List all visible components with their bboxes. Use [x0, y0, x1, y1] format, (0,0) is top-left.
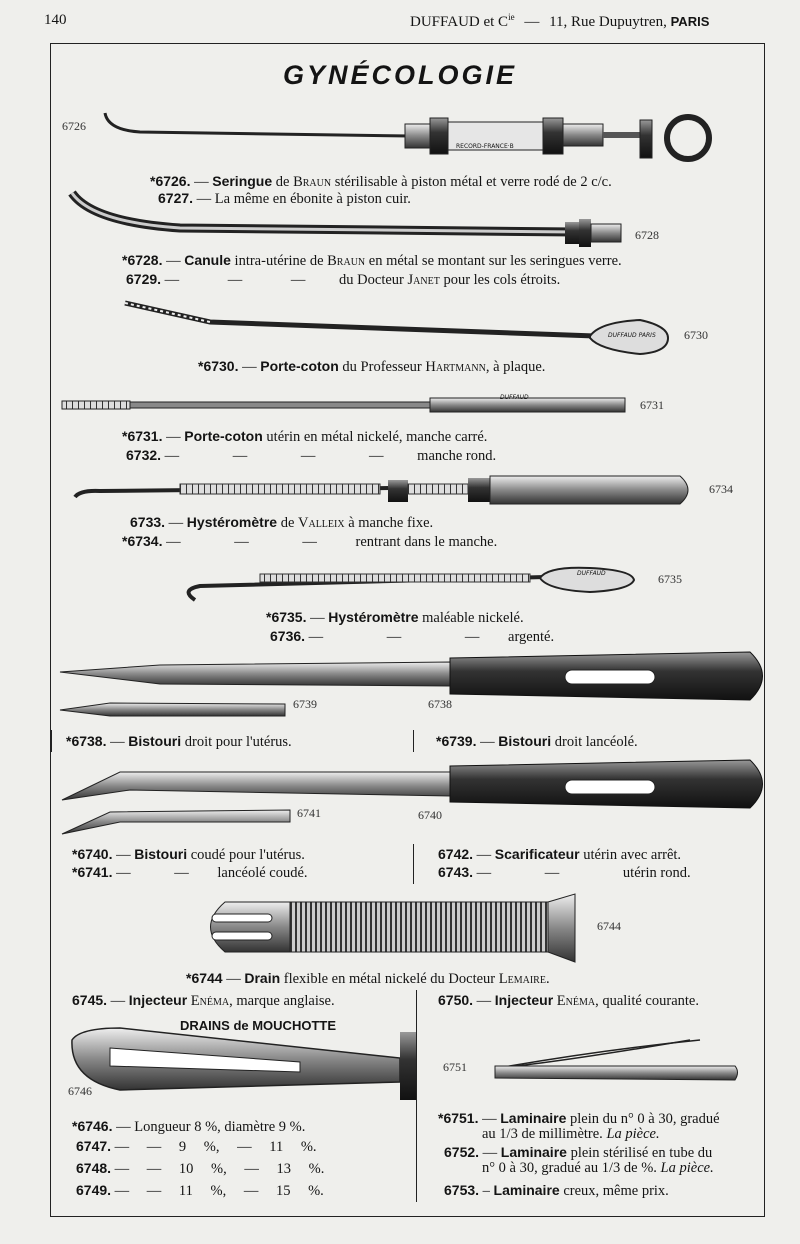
text-run: — —: [116, 865, 189, 881]
text-run: 6736.: [270, 628, 306, 644]
text-run: Hystéromètre: [186, 514, 278, 530]
entry-6735: [266, 609, 524, 627]
text-run: *6744: [186, 970, 223, 986]
text-run: — — —: [308, 629, 480, 645]
entry-6731: [122, 428, 487, 446]
text-run: — — — —: [164, 448, 384, 464]
figure-number: 6728: [635, 228, 659, 242]
text-run: marque anglaise.: [236, 993, 335, 1009]
entry-6746: [72, 1118, 305, 1136]
entry-6733: [130, 514, 433, 532]
figure-number: 6738: [428, 697, 452, 711]
entry-6730: [198, 358, 545, 376]
text-run: de: [275, 174, 290, 190]
text-run: Injecteur: [128, 992, 188, 1008]
text-run: stérilisable à piston métal et verre rodé de 2 c/c.: [334, 174, 612, 190]
text-run: 6747.: [76, 1138, 112, 1154]
text-run: —: [110, 993, 126, 1009]
text-run: 6753.: [444, 1182, 480, 1198]
figure-number: 6744: [597, 919, 621, 933]
text-run: 6752.: [444, 1144, 480, 1160]
entry-6732: [126, 447, 496, 465]
entry-6753: [444, 1182, 669, 1200]
text-run: —: [166, 253, 181, 269]
text-run: du Professeur: [342, 359, 422, 375]
text-run: de: [280, 515, 295, 531]
figure-number: 6746: [68, 1084, 92, 1098]
text-run: — — 9 %, — 11 %.: [114, 1139, 317, 1155]
text-run: du Docteur: [339, 272, 404, 288]
text-run: Laminaire: [500, 1110, 567, 1126]
text-run: maléable nickelé.: [422, 610, 524, 626]
text-run: manche rond.: [417, 448, 497, 464]
text-run: au 1/3 de millimètre.: [482, 1126, 603, 1142]
text-run: —: [226, 971, 241, 987]
text-run: — — —: [164, 272, 306, 288]
syringe-engraving: RECORD-FRANCE·B: [456, 143, 514, 150]
text-run: Enéma,: [190, 993, 233, 1009]
text-run: —: [476, 993, 492, 1009]
text-run: —: [116, 847, 131, 863]
text-run: Porte-coton: [260, 358, 339, 374]
entry-6742: [438, 846, 681, 864]
entry-6729: [126, 271, 560, 289]
text-run: — Longueur 8 %, diamètre 9 %.: [116, 1119, 306, 1135]
text-run: flexible en métal nickelé du Docteur: [283, 971, 496, 987]
text-run: — — —: [166, 534, 317, 550]
text-run: n° 0 à 30, gradué au 1/3 de %.: [482, 1160, 657, 1176]
text-run: La pièce.: [606, 1126, 660, 1142]
text-run: Braun: [293, 174, 332, 190]
entry-6738: [66, 733, 292, 751]
entry-6743: [438, 864, 691, 882]
text-run: *6730.: [198, 358, 239, 374]
text-run: utérin rond.: [622, 865, 691, 881]
text-run: —: [110, 734, 125, 750]
text-run: La pièce.: [660, 1160, 714, 1176]
syringe-illustration: [105, 113, 709, 159]
text-run: Seringue: [212, 173, 273, 189]
text-run: Enéma,: [556, 993, 599, 1009]
text-run: Bistouri: [498, 733, 552, 749]
figure-number: 6734: [709, 482, 733, 496]
text-run: Porte-coton: [184, 428, 263, 444]
entry-6750: [438, 992, 699, 1010]
text-run: lancéolé coudé.: [217, 865, 308, 881]
text-run: — — 11 %, — 15 %.: [114, 1183, 324, 1199]
entry-6747: [76, 1138, 317, 1156]
text-run: coudé pour l'utérus.: [190, 847, 305, 863]
entry-6726: [150, 173, 612, 191]
text-run: pour les cols étroits.: [443, 272, 561, 288]
text-run: Hartmann: [425, 359, 486, 375]
figure-number: 6726: [62, 119, 86, 133]
text-run: argenté.: [508, 629, 555, 645]
text-run: droit lancéolé.: [554, 734, 638, 750]
entry-6741: [72, 864, 308, 882]
text-run: Janet: [407, 272, 440, 288]
figure-number: 6735: [658, 572, 682, 586]
city: PARIS: [670, 14, 710, 29]
text-run: Lemaire.: [498, 971, 550, 987]
text-run: utérin avec arrêt.: [583, 847, 682, 863]
text-run: *6740.: [72, 846, 113, 862]
text-run: Bistouri: [128, 733, 182, 749]
text-run: —: [168, 515, 184, 531]
text-run: — —: [476, 865, 560, 881]
figure-number: 6741: [297, 806, 321, 820]
drains-heading: DRAINS de MOUCHOTTE: [180, 1018, 336, 1033]
angled-scalpel-illustration: [62, 760, 763, 834]
text-run: —: [482, 1145, 498, 1161]
entry-6752-line2: [482, 1160, 714, 1177]
address: 11, Rue Dupuytren,: [549, 14, 667, 30]
maker-mark-6730: DUFFAUD PARIS: [608, 332, 656, 339]
text-run: –: [482, 1183, 490, 1199]
text-run: 6742.: [438, 846, 474, 862]
text-run: *6726.: [150, 173, 191, 189]
text-run: Scarificateur: [494, 846, 580, 862]
text-run: , à plaque.: [485, 359, 546, 375]
text-run: droit pour l'utérus.: [184, 734, 292, 750]
laminaria-illustration: [495, 1040, 738, 1080]
entry-6749: [76, 1182, 324, 1200]
entry-6736: [270, 628, 554, 646]
text-run: Valleix: [298, 515, 345, 531]
page-title: GYNÉCOLOGIE: [282, 60, 518, 90]
maker-mark-6731: DUFFAUD: [500, 394, 529, 401]
text-run: — La même en ébonite à piston cuir.: [196, 191, 411, 207]
text-run: —: [310, 610, 325, 626]
text-run: —: [480, 734, 495, 750]
entry-6739: [436, 733, 638, 751]
figure-number: 6739: [293, 697, 317, 711]
text-run: rentrant dans le manche.: [355, 534, 498, 550]
text-run: — — 10 %, — 13 %.: [114, 1161, 325, 1177]
entry-6728: [122, 252, 622, 270]
text-run: 6732.: [126, 447, 162, 463]
maker-mark-6735: DUFFAUD: [577, 570, 606, 577]
flexible-drain-illustration: [211, 894, 576, 962]
text-run: 6743.: [438, 864, 474, 880]
entry-6744: [186, 970, 550, 988]
entry-6734: [122, 533, 497, 551]
text-run: *6734.: [122, 533, 163, 549]
text-run: *6728.: [122, 252, 163, 268]
text-run: *6731.: [122, 428, 163, 444]
text-run: Bistouri: [134, 846, 188, 862]
text-run: utérin en métal nickelé, manche carré.: [266, 429, 488, 445]
text-run: Braun: [327, 253, 366, 269]
column-separator: [416, 990, 417, 1202]
column-separator: [413, 730, 414, 752]
text-run: *6738.: [66, 733, 107, 749]
header-dash: —: [524, 14, 540, 30]
entry-6751-line2: [482, 1126, 660, 1143]
text-run: *6739.: [436, 733, 477, 749]
mouchotte-drain-illustration: [72, 1028, 416, 1100]
uterine-cotton-holder-illustration: [62, 398, 625, 412]
entry-6748: [76, 1160, 324, 1178]
text-run: —: [242, 359, 257, 375]
text-run: —: [482, 1111, 497, 1127]
text-run: Laminaire: [500, 1144, 567, 1160]
company-name: DUFFAUD et C: [410, 14, 509, 30]
text-run: creux, même prix.: [563, 1183, 669, 1199]
text-run: Injecteur: [494, 992, 554, 1008]
text-run: 6733.: [130, 514, 166, 530]
text-run: —: [194, 174, 209, 190]
text-run: à manche fixe.: [348, 515, 434, 531]
text-run: plein du n° 0 à 30, gradué: [570, 1111, 720, 1127]
text-run: plein stérilisé en tube du: [570, 1145, 713, 1161]
text-run: Hystéromètre: [328, 609, 419, 625]
entry-6727: [158, 190, 411, 208]
figure-number: 6730: [684, 328, 708, 342]
text-run: intra-utérine de: [234, 253, 324, 269]
text-run: *6741.: [72, 864, 113, 880]
column-separator: [51, 730, 52, 752]
text-run: qualité courante.: [602, 993, 699, 1009]
text-run: Laminaire: [493, 1182, 560, 1198]
text-run: *6746.: [72, 1118, 113, 1134]
text-run: *6751.: [438, 1110, 479, 1126]
entry-6745: [72, 992, 335, 1010]
text-run: Drain: [244, 970, 281, 986]
text-run: 6749.: [76, 1182, 112, 1198]
entry-6740: [72, 846, 305, 864]
text-run: 6748.: [76, 1160, 112, 1176]
text-run: —: [166, 429, 181, 445]
company-suffix: ie: [508, 12, 515, 22]
cotton-holder-illustration: [125, 303, 668, 354]
figure-number: 6751: [443, 1060, 467, 1074]
hysterometer-illustration: [75, 476, 688, 504]
text-run: 6729.: [126, 271, 162, 287]
straight-scalpel-illustration: [60, 652, 763, 716]
text-run: Canule: [184, 252, 231, 268]
text-run: *6735.: [266, 609, 307, 625]
text-run: —: [476, 847, 492, 863]
figure-number: 6731: [640, 398, 664, 412]
text-run: 6727.: [158, 190, 194, 206]
figure-number: 6740: [418, 808, 442, 822]
text-run: en métal se montant sur les seringues verre.: [368, 253, 622, 269]
column-separator: [413, 844, 414, 884]
malleable-hysterometer-illustration: [189, 568, 634, 600]
text-run: 6745.: [72, 992, 108, 1008]
page-number: 140: [44, 12, 67, 28]
text-run: 6750.: [438, 992, 474, 1008]
